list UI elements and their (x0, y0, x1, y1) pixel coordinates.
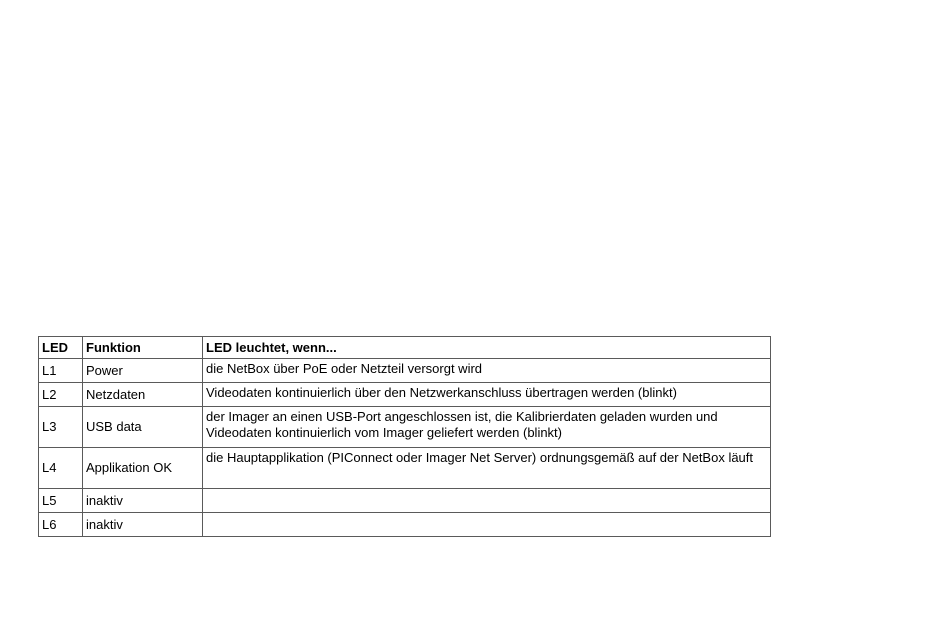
led-function: inaktiv (83, 513, 203, 537)
led-description: Videodaten kontinuierlich über den Netzwerkanschluss übertragen werden (blinkt) (203, 383, 771, 407)
table-row (39, 513, 771, 537)
table-row (39, 489, 771, 513)
header-led: LED (39, 337, 83, 359)
led-function: USB data (83, 407, 203, 448)
led-status-table (38, 336, 771, 537)
table-row (39, 407, 771, 448)
table-header-row (39, 337, 771, 359)
led-function: Applikation OK (83, 448, 203, 489)
led-function: inaktiv (83, 489, 203, 513)
led-id: L4 (39, 448, 83, 489)
table-row (39, 448, 771, 489)
table-row (39, 383, 771, 407)
header-description: LED leuchtet, wenn... (203, 337, 771, 359)
led-id: L1 (39, 359, 83, 383)
led-id: L2 (39, 383, 83, 407)
led-description: der Imager an einen USB-Port angeschlossen ist, die Kalibrierdaten geladen wurden und Videodaten kontinuierlich vom Imager geliefert werden (blinkt) (203, 407, 771, 448)
led-function: Power (83, 359, 203, 383)
led-id: L6 (39, 513, 83, 537)
led-id: L5 (39, 489, 83, 513)
led-description (203, 489, 771, 513)
led-id: L3 (39, 407, 83, 448)
led-function: Netzdaten (83, 383, 203, 407)
header-function: Funktion (83, 337, 203, 359)
led-description (203, 513, 771, 537)
table-row (39, 359, 771, 383)
led-description: die NetBox über PoE oder Netzteil versorgt wird (203, 359, 771, 383)
led-description: die Hauptapplikation (PIConnect oder Imager Net Server) ordnungsgemäß auf der NetBox läuft (203, 448, 771, 489)
